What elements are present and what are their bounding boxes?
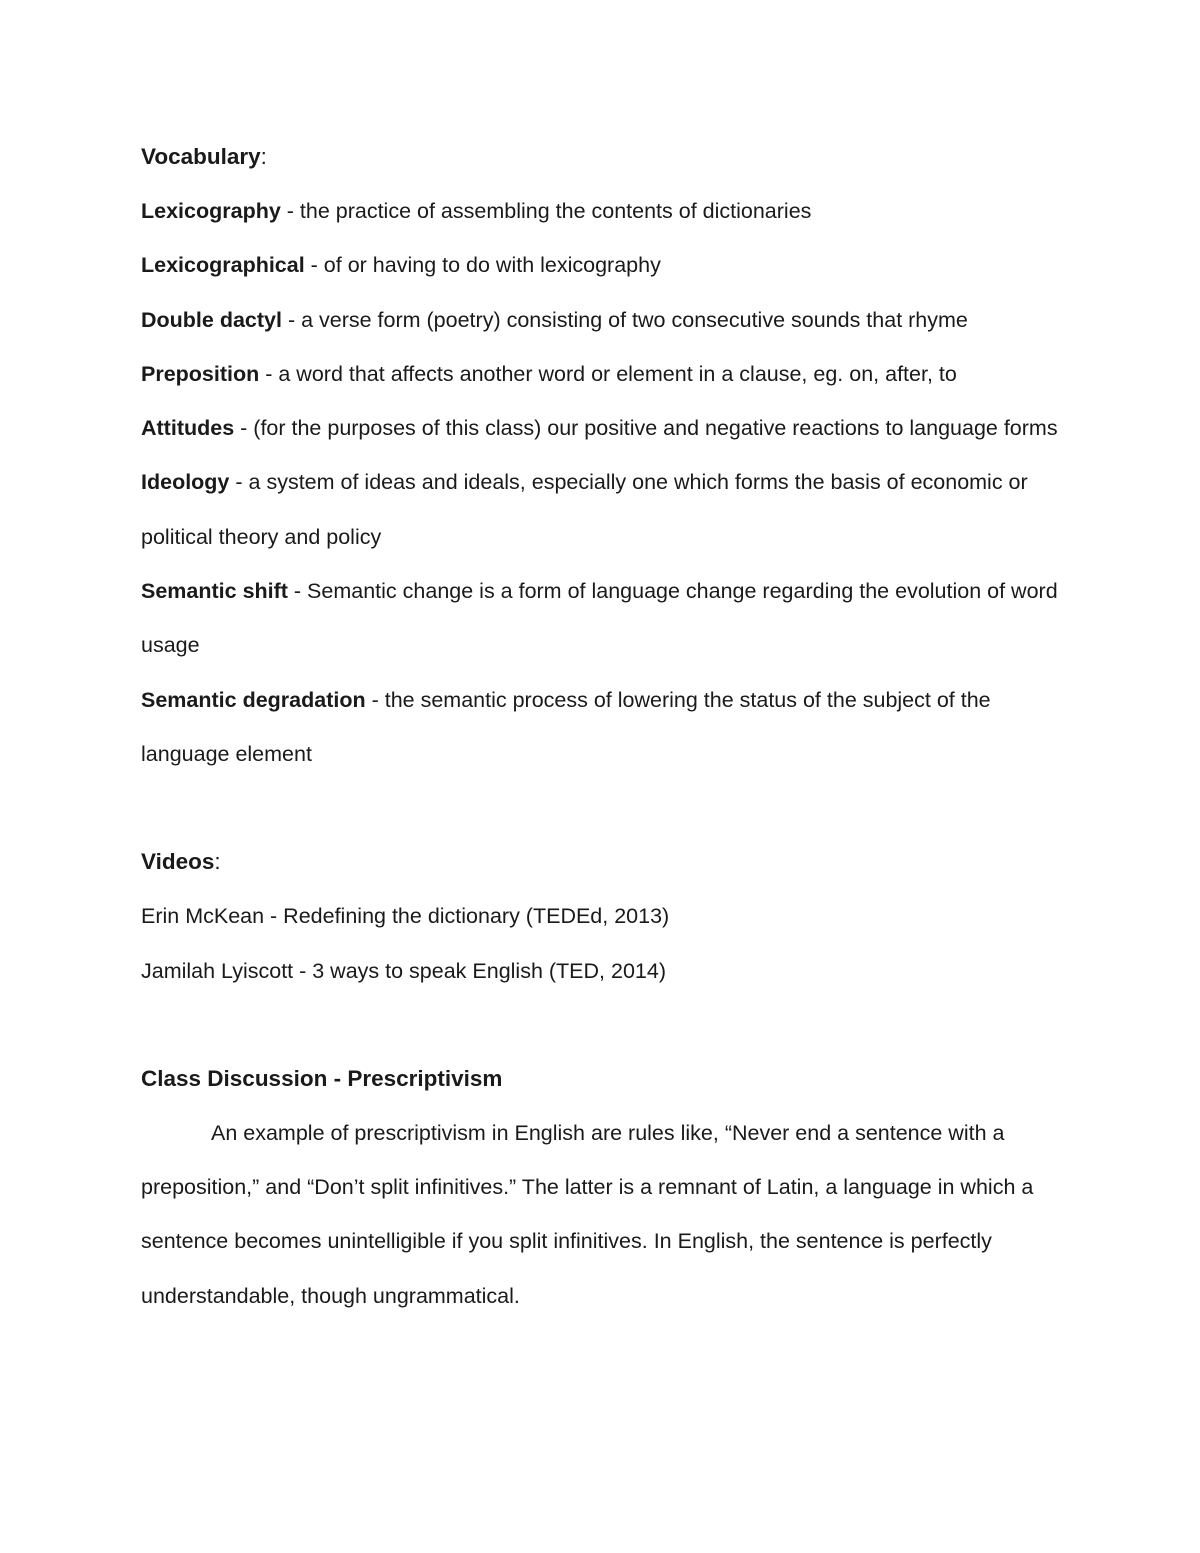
vocab-term: Double dactyl <box>141 307 282 332</box>
vocab-entry-semantic-shift <box>141 564 1071 673</box>
vocab-term: Lexicography <box>141 199 281 223</box>
vocab-entry-lexicography <box>141 184 1071 238</box>
video-item: Erin McKean - Redefining the dictionary (TEDEd, 2013) <box>141 904 670 929</box>
vocab-definition: - a system of ideas and ideals, especially one which forms the basis of economic or political theory and policy <box>141 470 1028 549</box>
vocab-definition: - Semantic change is a form of language change regarding the evolution of word usage <box>141 579 1058 658</box>
vocab-term: Semantic shift <box>141 579 288 604</box>
vocab-definition: - the semantic process of lowering the status of the subject of the language element <box>141 687 991 766</box>
videos-heading <box>141 835 1071 889</box>
vocab-definition: - a word that affects another word or element in a clause, eg. on, after, to <box>259 361 957 386</box>
vocab-entry-semantic-degradation <box>141 673 1071 782</box>
vocab-entry-lexicographical <box>141 238 1071 292</box>
vocab-term: Attitudes <box>141 416 235 441</box>
vocab-definition: - a verse form (poetry) consisting of two consecutive sounds that rhyme <box>281 307 968 332</box>
vocab-entry-preposition <box>141 347 1071 401</box>
vocab-definition: - of or having to do with lexicography <box>304 253 661 278</box>
document-body <box>141 130 1071 1323</box>
videos-heading-colon: : <box>214 849 221 875</box>
discussion-heading: Class Discussion - Prescriptivism <box>141 1065 503 1091</box>
vocabulary-heading <box>141 130 1071 184</box>
vocab-entry-double-dactyl <box>141 293 1071 347</box>
discussion-paragraph: An example of prescriptivism in English are rules like, “Never end a sentence with a preposition,” and “Don’t split infinitives.” The latter is a remnant of Latin, a language in which a sentence becomes unintelligible if you split infinitives. In English, the sentence is perfectly understandable, though ungrammatical. <box>141 1120 1034 1308</box>
videos-heading-text: Videos <box>141 849 215 875</box>
video-item: Jamilah Lyiscott - 3 ways to speak English (TED, 2014) <box>141 958 666 983</box>
vocab-entry-attitudes <box>141 401 1071 455</box>
vocab-term: Preposition <box>141 361 260 386</box>
vocabulary-heading-colon: : <box>260 144 267 169</box>
vocab-term: Lexicographical <box>141 253 305 278</box>
vocab-entry-ideology <box>141 455 1071 564</box>
vocab-term: Ideology <box>141 470 230 495</box>
vocab-term: Semantic degradation <box>141 687 366 712</box>
vocab-definition: - the practice of assembling the contents of dictionaries <box>280 199 812 223</box>
vocab-definition: - (for the purposes of this class) our positive and negative reactions to language forms <box>234 416 1058 441</box>
vocabulary-heading-text: Vocabulary <box>141 144 261 169</box>
